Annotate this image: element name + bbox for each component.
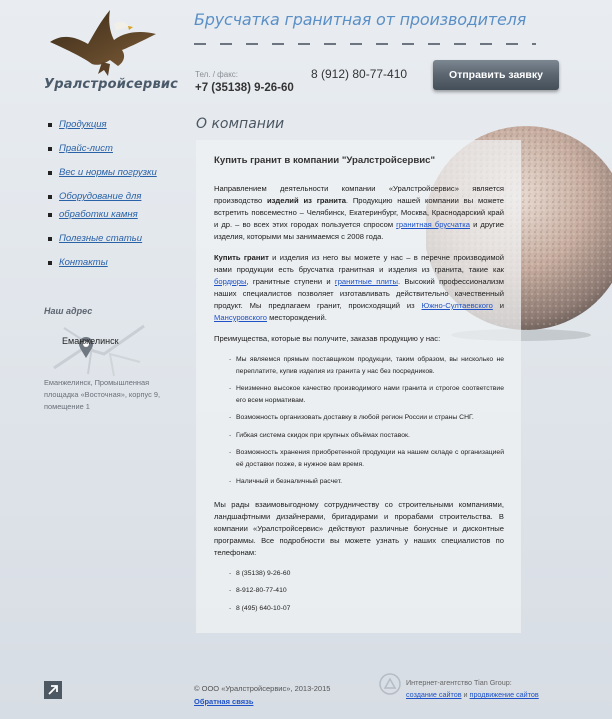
- nav-item-articles[interactable]: Полезные статьи: [48, 230, 158, 248]
- list-item: - 8-912-80-77-410: [236, 585, 504, 597]
- text: . Высокий профессионализм наших специалистов позволяет изготавливать действительно качественный продукт. Мы предлагаем гранит, происходящий из: [214, 277, 504, 310]
- eagle-logo-icon[interactable]: [44, 4, 162, 78]
- main-nav: [48, 116, 158, 272]
- nav-item-equipment-cont[interactable]: [48, 206, 158, 224]
- nav-item-equipment[interactable]: Оборудование для: [48, 188, 158, 206]
- scroll-up-button[interactable]: [44, 681, 62, 699]
- text: Направлением деятельности компании «Уралстройсервис» является производство: [214, 184, 504, 205]
- map-icon[interactable]: [44, 318, 154, 376]
- nav-item-contacts[interactable]: Контакты: [48, 254, 158, 272]
- site-tagline: Брусчатка гранитная от производителя: [194, 10, 527, 29]
- text: и изделия из него вы можете у нас – в перечне производимой нами продукции есть брусчатка гранитная и изделия из гранита, такие как: [214, 253, 504, 274]
- nav-item-products[interactable]: Продукция: [48, 116, 158, 134]
- header-divider: [194, 42, 536, 46]
- article-heading: Купить гранит в компании "Уралстройсервис": [214, 155, 436, 166]
- text: и другие изделия, которыми мы занимаемся с 2008 года.: [214, 220, 505, 241]
- feedback-link[interactable]: Обратная связь: [194, 697, 254, 706]
- nav-item-weights[interactable]: Вес и нормы погрузки: [48, 164, 158, 182]
- text: и: [492, 301, 504, 310]
- list-item: - Возможность организовать доставку в любой регион России и страны СНГ.: [236, 412, 504, 424]
- page-title: О компании: [196, 116, 285, 132]
- address-title: Наш адрес: [44, 306, 93, 316]
- address-text: Еманжелинск, Промышленная площадка «Восточная», корпус 9, помещение 1: [44, 378, 160, 411]
- link-paving-stones[interactable]: гранитная брусчатка: [396, 220, 470, 229]
- phone-mobile: 8 (912) 80-77-410: [311, 67, 408, 81]
- paragraph-intro: [214, 183, 504, 243]
- arrow-up-right-icon: [44, 681, 62, 699]
- agency-links: [406, 689, 539, 701]
- tian-group-logo-icon[interactable]: [379, 673, 401, 695]
- paragraph-cooperation: Мы рады взаимовыгодному сотрудничеству со строительными компаниями, ландшафтными дизайнерами, бригадирами и прорабами строительства. В компании «Уралстройсервис» действуют различные бонусные и дисконтные программы. Все подробности вы можете узнать у наших специалистов по телефонам:: [214, 499, 504, 557]
- nav-item-equipment-line2[interactable]: обработки камня: [59, 209, 138, 220]
- list-item: - Мы являемся прямым поставщиком продукции, таким образом, вы нисколько не переплатите, купив изделия из гранита у нас без посредников.: [236, 354, 504, 377]
- list-item: - Возможность хранения приобретенной продукции на нашем складе с организацией её доставки позже, в нужное вам время.: [236, 447, 504, 470]
- copyright: © ООО «Уралстройсервис», 2013-2015: [194, 684, 331, 693]
- article-content: [214, 155, 504, 625]
- phone-label: Тел. / факс:: [195, 70, 239, 79]
- text-bold: Купить гранит: [214, 253, 269, 262]
- phones-list: [214, 568, 504, 615]
- text: месторождений.: [267, 313, 327, 322]
- link-site-creation[interactable]: создание сайтов: [406, 690, 462, 699]
- send-request-button[interactable]: Отправить заявку: [433, 60, 559, 90]
- list-item: - 8 (495) 640-10-07: [236, 603, 504, 615]
- nav-item-price-list[interactable]: Прайс-лист: [48, 140, 158, 158]
- agency-line: Интернет-агентство Tian Group:: [406, 678, 512, 687]
- link-granite-slabs[interactable]: гранитные плиты: [334, 277, 398, 286]
- text: , гранитные ступени и: [246, 277, 335, 286]
- brand-name: Уралстройсервис: [44, 77, 179, 92]
- phone-main: +7 (35138) 9-26-60: [195, 82, 294, 94]
- link-mansurovsky[interactable]: Мансуровского: [214, 313, 267, 322]
- text: . Продукцию нашей компании вы можете встретить повсеместно – Челябинск, Екатеринбург, Москва, Краснодарский край и др. – во всех этих городах пользуется спросом: [214, 196, 505, 229]
- agency-info: [406, 677, 539, 701]
- text-bold: изделий из гранита: [266, 196, 346, 205]
- list-item: - 8 (35138) 9-26-60: [236, 568, 504, 580]
- paragraph-buy: [214, 252, 504, 324]
- list-item: - Наличный и безналичный расчет.: [236, 476, 504, 488]
- map-city-label: Еманжелинск: [62, 336, 119, 346]
- link-curbs[interactable]: бордюры: [214, 277, 247, 286]
- list-item: - Неизменно высокое качество производимого нами гранита и строгое соответствие его всем нормативам.: [236, 383, 504, 406]
- text: и: [461, 690, 470, 699]
- link-site-promotion[interactable]: продвижение сайтов: [469, 690, 539, 699]
- advantages-list: [214, 354, 504, 488]
- list-item: - Гибкая система скидок при крупных объёмах поставок.: [236, 430, 504, 442]
- paragraph-advantages-intro: Преимущества, которые вы получите, заказав продукцию у нас:: [214, 334, 441, 343]
- link-yuzhno-sultaevsky[interactable]: Южно-Султаевского: [421, 301, 493, 310]
